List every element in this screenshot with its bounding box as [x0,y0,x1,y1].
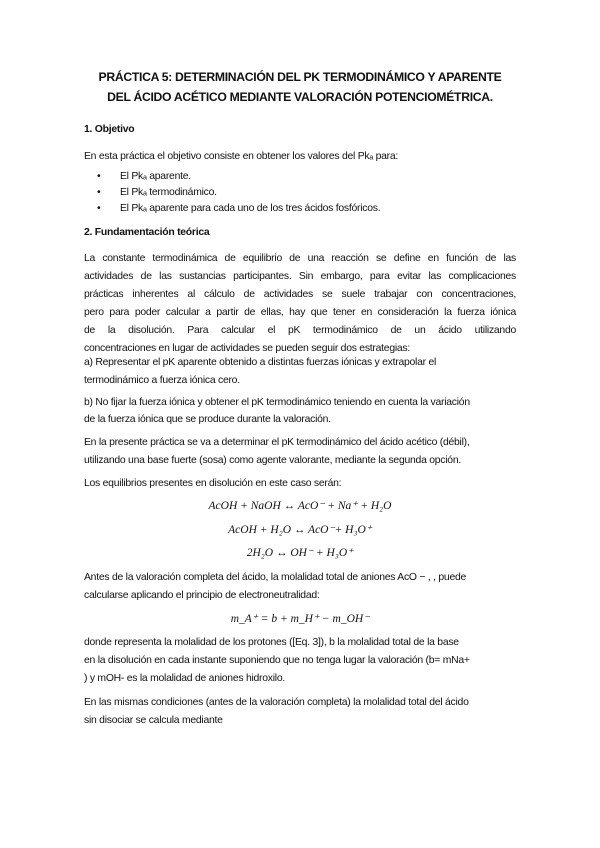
bullet-item [100,186,532,199]
bullet-item [100,202,532,215]
strategy-b-line: b) No fijar la fuerza iónica y obtener el pK termodinámico teniendo en cuenta la variación [84,397,470,408]
bullet-text: El Pkₐ termodinámico. [120,187,217,198]
paragraph-line: de la disolución. Para calcular el pK termodinámico de un ácido utilizando [84,325,516,336]
equation-electroneutrality: m_A⁺ = b + m_H⁺ − m_OH⁻ [230,613,370,625]
paragraph-line: prácticas inherentes al cálculo de actividades se suele trabajar con concentraciones, [84,289,516,300]
paragraph-line: ) y mOH- es la molalidad de aniones hidroxilo. [84,673,286,684]
paragraph-line: pero para poder calcular a partir de ellas, hay que tener en consideración la fuerza iónica [84,307,516,318]
paragraph-line: En las mismas condiciones (antes de la valoración completa) la molalidad total del ácido [84,697,469,708]
equation-3: 2H₂O ↔ OH⁻ + H₃O⁺ [246,547,354,559]
paragraph-line: La constante termodinámica de equilibrio de una reacción se define en función de las [84,253,516,264]
heading-objetivo: 1. Objetivo [84,124,135,135]
title-line-1: PRÁCTICA 5: DETERMINACIÓN DEL PK TERMODINÁMICO Y APARENTE [98,70,502,84]
paragraph-line: Antes de la valoración completa del ácido, la molalidad total de aniones AcO − , , puede [84,572,467,583]
strategy-a-line: a) Representar el pK aparente obtenido a distintas fuerzas iónicas y extrapolar el [84,357,437,368]
paragraph-line: donde representa la molalidad de los protones ([Eq. 3]), b la molalidad total de la base [84,637,459,648]
title-line-2: DEL ÁCIDO ACÉTICO MEDIANTE VALORACIÓN POTENCIOMÉTRICA. [107,90,493,104]
paragraph-line: actividades de las sustancias participantes. Sin embargo, para evitar las complicaciones [84,271,516,282]
strategy-a-line: termodinámico a fuerza iónica cero. [84,375,240,386]
bullet-item [100,170,532,183]
equation-1: AcOH + NaOH ↔ AcO⁻ + Na⁺ + H₂O [208,500,392,512]
strategy-b-line: de la fuerza iónica que se produce durante la valoración. [84,414,331,425]
objetivo-intro: En esta práctica el objetivo consiste en obtener los valores del Pkₐ para: [84,151,399,162]
bullet-text: El Pkₐ aparente para cada uno de los tres ácidos fosfóricos. [120,203,381,214]
equation-2: AcOH + H₂O ↔ AcO⁻+ H₃O⁺ [228,524,372,536]
paragraph-line: utilizando una base fuerte (sosa) como agente valorante, mediante la segunda opción. [84,455,461,466]
heading-fundamentacion: 2. Fundamentación teórica [84,227,210,238]
paragraph-line: concentraciones en lugar de actividades se pueden seguir dos estrategias: [84,343,411,354]
bullet-text: El Pkₐ aparente. [120,171,191,182]
paragraph-line: En la presente práctica se va a determinar el pK termodinámico del ácido acético (débil), [84,437,470,448]
paragraph-line: sin disociar se calcula mediante [84,715,223,726]
paragraph-line: en la disolución en cada instante suponiendo que no tenga lugar la valoración (b= mNa+ [84,655,470,666]
paragraph-line: Los equilibrios presentes en disolución en este caso serán: [84,478,342,489]
paragraph-line: calcularse aplicando el principio de electroneutralidad: [84,590,320,601]
